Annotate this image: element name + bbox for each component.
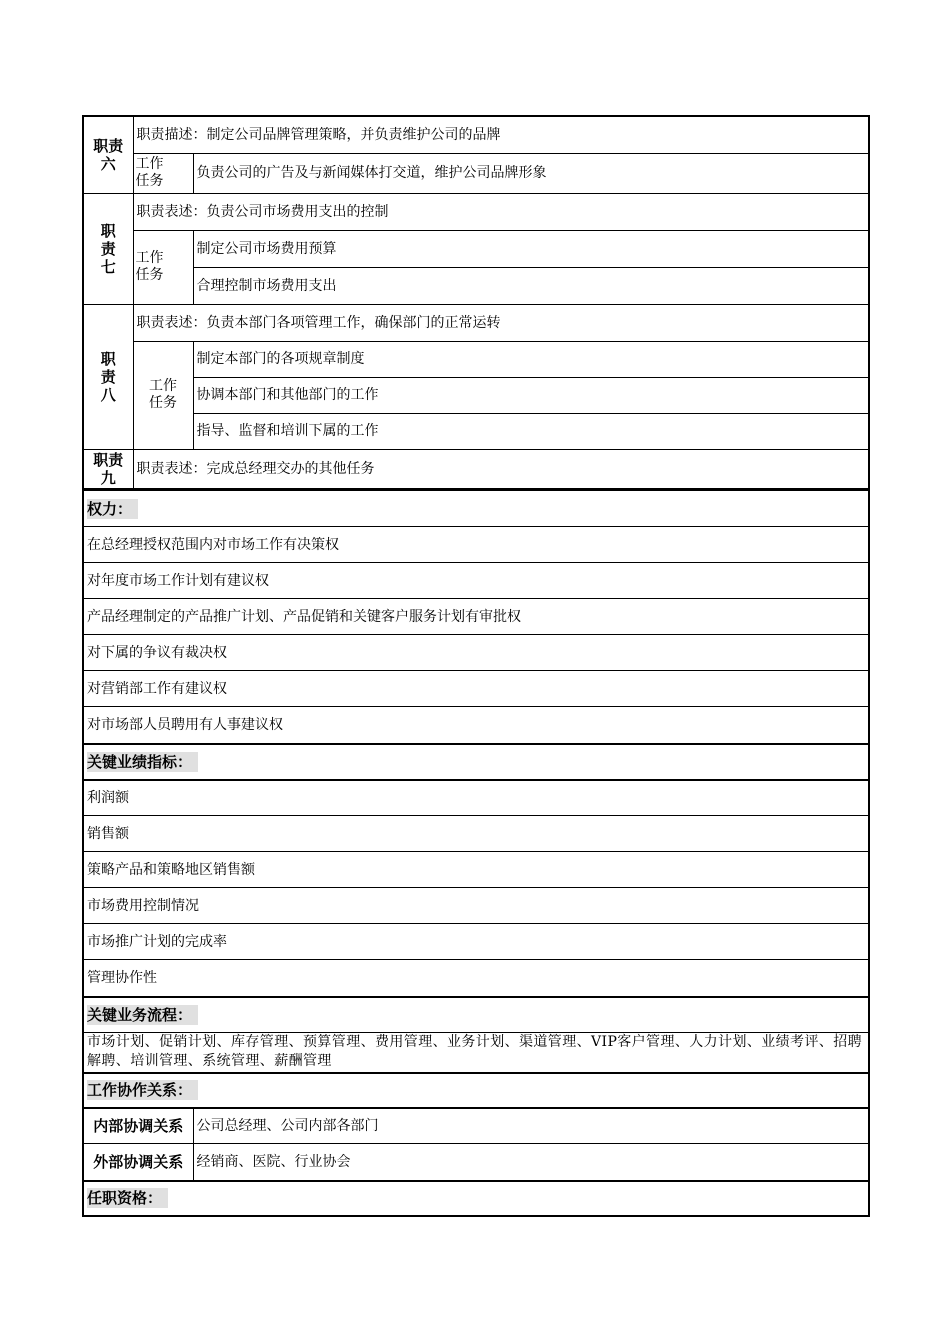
authority-item-5: 对营销部工作有建议权 (83, 671, 869, 707)
duty-8-task-row-2 (83, 377, 869, 413)
duty-8-task-1: 制定本部门的各项规章制度 (193, 341, 869, 377)
process-heading-text: 关键业务流程： (87, 1005, 198, 1025)
duty-8-label-line-3: 八 (100, 385, 116, 404)
external-relations-row (83, 1144, 869, 1181)
duty-8-description: 职责表述：负责本部门各项管理工作，确保部门的正常运转 (133, 304, 869, 341)
internal-relations-label: 内部协调关系 (83, 1108, 193, 1144)
external-relations-value: 经销商、医院、行业协会 (193, 1144, 869, 1181)
authority-heading-text: 权力： (87, 499, 138, 519)
duty-7-task-row-1 (83, 230, 869, 267)
authority-row (83, 527, 869, 563)
duty-9-label-line-1: 职责 (93, 450, 124, 469)
authority-heading-row (83, 491, 869, 527)
kpi-item-3: 策略产品和策略地区销售额 (83, 852, 869, 888)
duty-9-description: 职责表述：完成总经理交办的其他任务 (133, 449, 869, 489)
duty-6-task-label-line-2: 任务 (135, 173, 164, 189)
duty-8-task-2: 协调本部门和其他部门的工作 (193, 377, 869, 413)
kpi-row (83, 960, 869, 997)
authority-row (83, 707, 869, 744)
duty-7-label-line-3: 七 (100, 257, 116, 276)
duty-6-label (83, 116, 133, 193)
duty-6-label-line-1: 职责 (93, 136, 124, 155)
duty-6-task-1: 负责公司的广告及与新闻媒体打交道，维护公司品牌形象 (193, 153, 869, 193)
internal-relations-value: 公司总经理、公司内部各部门 (193, 1108, 869, 1144)
kpi-row (83, 888, 869, 924)
duty-7-task-label-line-2: 任务 (135, 267, 164, 283)
qualification-heading-row (83, 1181, 869, 1216)
process-heading-row (83, 997, 869, 1033)
duty-8-task-label-line-1: 工作 (149, 378, 177, 394)
duty-6-label-line-2: 六 (100, 154, 116, 173)
kpi-row (83, 924, 869, 960)
authority-row (83, 635, 869, 671)
details-table (82, 490, 870, 1217)
duty-7-description: 职责表述：负责公司市场费用支出的控制 (133, 193, 869, 230)
duty-8-label (83, 304, 133, 449)
duty-6-description-row (83, 116, 869, 153)
relations-heading-row (83, 1073, 869, 1108)
kpi-item-4: 市场费用控制情况 (83, 888, 869, 924)
duty-7-task-1: 制定公司市场费用预算 (193, 230, 869, 267)
authority-item-6: 对市场部人员聘用有人事建议权 (83, 707, 869, 744)
duty-9-row (83, 449, 869, 489)
duty-8-task-3: 指导、监督和培训下属的工作 (193, 413, 869, 449)
kpi-heading (83, 744, 869, 780)
duty-7-label (83, 193, 133, 304)
kpi-heading-text: 关键业绩指标： (87, 752, 198, 772)
kpi-item-6: 管理协作性 (83, 960, 869, 997)
authority-heading (83, 491, 869, 527)
kpi-item-1: 利润额 (83, 780, 869, 816)
kpi-item-2: 销售额 (83, 816, 869, 852)
duty-6-task-label-line-1: 工作 (135, 156, 164, 172)
authority-item-1: 在总经理授权范围内对市场工作有决策权 (83, 527, 869, 563)
qualification-heading-text: 任职资格： (87, 1188, 168, 1208)
kpi-row (83, 816, 869, 852)
duties-table (82, 115, 870, 490)
duty-8-task-row-3 (83, 413, 869, 449)
relations-heading-text: 工作协作关系： (87, 1080, 198, 1100)
internal-relations-row (83, 1108, 869, 1144)
kpi-item-5: 市场推广计划的完成率 (83, 924, 869, 960)
duty-8-task-label-line-2: 任务 (149, 395, 177, 411)
authority-item-4: 对下属的争议有裁决权 (83, 635, 869, 671)
kpi-row (83, 852, 869, 888)
duty-7-description-row (83, 193, 869, 230)
duty-6-task-row (83, 153, 869, 193)
authority-row (83, 599, 869, 635)
process-row (83, 1033, 869, 1073)
duty-8-task-row-1 (83, 341, 869, 377)
duty-9-label (83, 449, 133, 489)
external-relations-label: 外部协调关系 (83, 1144, 193, 1181)
duty-6-description: 职责描述：制定公司品牌管理策略，并负责维护公司的品牌 (133, 116, 869, 153)
authority-item-2: 对年度市场工作计划有建议权 (83, 563, 869, 599)
duty-7-label-line-2: 责 (100, 239, 116, 258)
process-text: 市场计划、促销计划、库存管理、预算管理、费用管理、业务计划、渠道管理、VIP客户管理、人力计划、业绩考评、招聘解聘、培训管理、系统管理、薪酬管理 (83, 1033, 869, 1073)
kpi-heading-row (83, 744, 869, 780)
duty-7-task-row-2 (83, 267, 869, 304)
duty-8-task-label (133, 341, 193, 449)
authority-row (83, 671, 869, 707)
process-heading (83, 997, 869, 1033)
relations-heading (83, 1073, 869, 1108)
duty-7-task-2: 合理控制市场费用支出 (193, 267, 869, 304)
duty-7-label-line-1: 职 (100, 221, 116, 240)
kpi-row (83, 780, 869, 816)
duty-8-label-line-2: 责 (100, 367, 116, 386)
job-description-sheet (82, 115, 868, 1217)
duty-7-task-label (133, 230, 193, 304)
duty-6-task-label (133, 153, 193, 193)
qualification-heading (83, 1181, 869, 1216)
duty-9-label-line-2: 九 (100, 468, 116, 487)
authority-row (83, 563, 869, 599)
authority-item-3: 产品经理制定的产品推广计划、产品促销和关键客户服务计划有审批权 (83, 599, 869, 635)
duty-8-description-row (83, 304, 869, 341)
duty-8-label-line-1: 职 (100, 349, 116, 368)
duty-7-task-label-line-1: 工作 (135, 250, 164, 266)
